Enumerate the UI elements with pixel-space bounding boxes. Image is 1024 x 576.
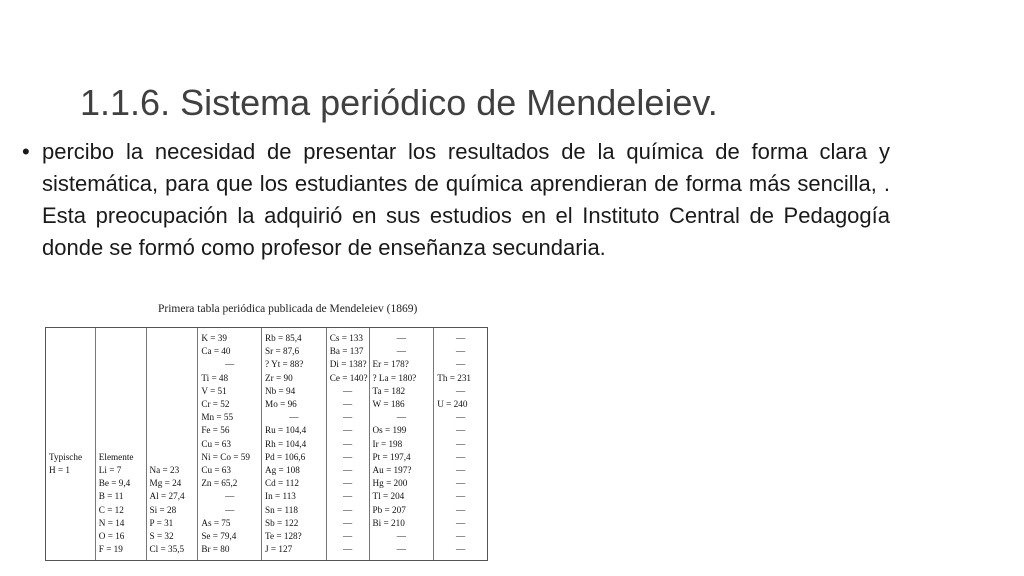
table-dash: — [456,451,466,462]
table-cell: Cd = 112 [265,478,299,489]
bullet-text: percibo la necesidad de presentar los resultados de la química de forma clara y sistemática, para que los estudiantes de química aprendieran de forma más sencilla, . Esta preocupación la adquirió en sus estudios en el Instituto Central de Pedagogía donde se formó como profesor de enseñanza secundaria. [42,139,890,260]
table-cell: Mn = 55 [201,412,234,423]
table-cell: Se = 79,4 [201,531,237,541]
table-dash: — [396,412,406,423]
table-cell: Sr = 87,6 [265,346,300,357]
table-cell: Ce = 140? [329,372,368,383]
table-cell: Ru = 104,4 [265,425,307,436]
table-cell: Te = 128? [265,531,302,541]
table-cell: Li = 7 [98,465,122,475]
table-dash: — [343,544,353,555]
table-dash: — [343,438,353,449]
table-cell: Os = 199 [372,425,407,436]
table-cell: Rb = 85,4 [265,333,302,343]
table-dash: — [396,333,406,343]
table-dash: — [343,491,353,502]
table-dash: — [456,333,466,343]
table-column [96,328,147,560]
table-cell: Th = 231 [437,372,472,383]
table-dash: — [343,412,353,423]
table-dash: — [225,359,235,370]
table-dash: — [343,517,353,528]
table-cell: Pb = 207 [372,504,406,515]
table-dash: — [456,531,466,541]
table-cell: Be = 9,4 [98,478,131,489]
table-cell: B = 11 [98,491,124,502]
table-cell: K = 39 [201,333,227,343]
table-cell: Er = 178? [372,359,409,370]
table-cell: Ir = 198 [372,438,403,449]
table-cell: Ba = 137 [329,346,364,357]
table-cell: Typische [49,451,83,462]
table-cell: C = 12 [98,504,124,515]
table-cell: Cu = 63 [201,465,231,475]
table-cell: Cs = 133 [329,333,363,343]
table-cell: S = 32 [149,531,174,541]
table-cell: Bi = 210 [372,517,405,528]
table-cell: Ni = Co = 59 [201,451,250,462]
table-cell: Au = 197? [372,465,412,475]
table-cell: U = 240 [437,399,468,409]
table-cell: F = 19 [98,544,123,555]
table-cell: Si = 28 [149,504,177,515]
table-cell: O = 16 [98,531,125,541]
table-column [198,328,262,560]
bullet-dot-icon: • [22,139,30,164]
table-cell: Mo = 96 [265,399,297,409]
table-cell: Pd = 106,6 [265,451,306,462]
table-cell: Cu = 63 [201,438,231,449]
table-column [262,328,327,560]
table-cell: Ta = 182 [372,385,406,396]
table-cell: Di = 138? [329,359,367,370]
bullet-item [22,136,890,264]
table-dash: — [343,478,353,489]
periodic-table-figure [45,327,488,561]
table-dash: — [343,504,353,515]
table-dash: — [456,504,466,515]
table-dash: — [456,346,466,357]
table-dash: — [289,412,299,423]
table-dash: — [343,425,353,436]
table-cell: Cr = 52 [201,399,230,409]
table-cell: Rh = 104,4 [265,438,307,449]
table-cell: Zr = 90 [265,372,293,383]
table-cell: Mg = 24 [149,478,182,489]
table-dash: — [456,465,466,475]
table-column [327,328,370,560]
table-cell: Zn = 65,2 [201,478,238,489]
table-column [46,328,96,560]
table-dash: — [396,544,406,555]
table-dash: — [343,451,353,462]
table-cell: P = 31 [149,517,174,528]
table-dash: — [225,491,235,502]
table-dash: — [225,504,235,515]
table-cell: Sn = 118 [265,504,298,515]
table-dash: — [456,517,466,528]
table-cell: Hg = 200 [372,478,408,489]
table-cell: W = 186 [372,399,405,409]
table-dash: — [456,425,466,436]
table-dash: — [396,531,406,541]
figure-caption: Primera tabla periódica publicada de Mendeleiev (1869) [158,303,418,315]
table-cell: ? La = 180? [372,372,417,383]
table-cell: N = 14 [98,517,125,528]
table-dash: — [456,478,466,489]
table-dash: — [456,438,466,449]
table-column [434,328,487,560]
table-column [370,328,435,560]
table-cell: H = 1 [49,465,71,475]
table-dash: — [343,399,353,409]
table-column [147,328,199,560]
table-cell: Sb = 122 [265,517,299,528]
table-cell: J = 127 [265,544,293,555]
table-cell: Pt = 197,4 [372,451,411,462]
table-dash: — [343,531,353,541]
table-dash: — [456,544,466,555]
table-cell: Ag = 108 [265,465,300,475]
table-cell: ? Yt = 88? [265,359,304,370]
table-cell: Nb = 94 [265,385,296,396]
table-cell: Tl = 204 [372,491,405,502]
table-dash: — [456,491,466,502]
table-dash: — [343,465,353,475]
table-cell: Ti = 48 [201,372,229,383]
slide-title: 1.1.6. Sistema periódico de Mendeleiev. [80,82,718,123]
table-cell: As = 75 [201,517,231,528]
table-cell: Fe = 56 [201,425,230,436]
table-dash: — [456,385,466,396]
table-cell: Na = 23 [149,465,180,475]
table-cell: Al = 27,4 [149,491,185,502]
table-cell: Cl = 35,5 [149,544,185,555]
table-cell: Ca = 40 [201,346,231,357]
table-cell: Br = 80 [201,544,230,555]
table-cell: V = 51 [201,385,227,396]
table-dash: — [396,346,406,357]
table-dash: — [456,412,466,423]
table-dash: — [343,385,353,396]
table-cell: In = 113 [265,491,296,502]
table-cell: Elemente [98,451,134,462]
table-dash: — [456,359,466,370]
